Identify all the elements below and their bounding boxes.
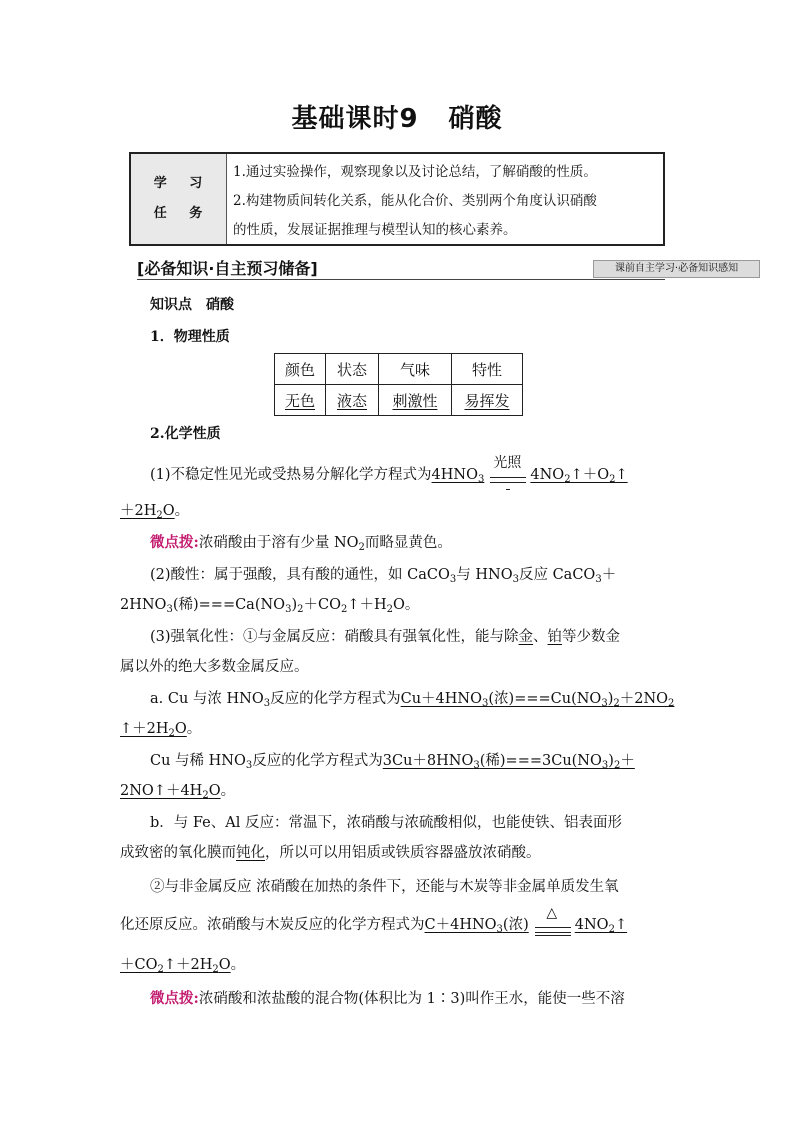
table-header: 颜色 [275, 354, 326, 385]
lesson-number: 基础课时9 [291, 104, 419, 134]
paragraph-cu-concentrated-cont: $↑+2H_2O$。 [120, 721, 202, 739]
paragraph-nonmetal: ②与非金属反应 浓硝酸在加热的条件下，还能与木炭等非金属单质发生氧 [150, 879, 619, 895]
knowledge-point: 知识点 硝酸 [150, 297, 234, 313]
physical-properties-table [274, 353, 523, 416]
paragraph-acidity-cont: $2HNO_3$(稀)$===Ca(NO_3)_2+CO_2↑+H_2O$。 [120, 597, 420, 615]
lesson-topic: 硝酸 [448, 104, 503, 134]
table-row [275, 385, 523, 416]
task-content [227, 154, 663, 244]
paragraph-instability-cont: $+2H_2O$。 [120, 503, 190, 521]
page-title [0, 98, 794, 135]
paragraph-instability: (1)不稳定性见光或受热易分解化学方程式为$4HNO_3$ 光照 $4NO_2↑+O_2↑$ [150, 462, 675, 488]
reaction-condition-heat: △ [529, 912, 575, 938]
paragraph-cu-dilute-cont: $2NO↑+4H_2O$。 [120, 783, 236, 801]
paragraph-oxidizing: (3)强氧化性：①与金属反应：硝酸具有强氧化性，能与除金、铂等少数金 [150, 629, 621, 645]
section-divider [137, 279, 665, 280]
section-tag: 课前自主学习·必备知识感知 [593, 260, 760, 278]
reaction-condition-light: 光照 [484, 462, 530, 488]
paragraph-passivation: b．与 Fe、Al 反应：常温下，浓硝酸与浓硫酸相似，也能使铁、铝表面形 [150, 815, 622, 831]
tip-yellow-color: 微点拨:浓硝酸由于溶有少量 $NO_2$而略显黄色。 [150, 534, 452, 553]
table-cell: 刺激性 [379, 385, 452, 416]
tip-aqua-regia: 微点拨:浓硝酸和浓盐酸的混合物(体积比为 1∶3)叫作王水，能使一些不溶 [150, 990, 625, 1007]
paragraph-oxidizing-cont: 属以外的绝大多数金属反应。 [120, 659, 309, 675]
paragraph-cu-concentrated: a. Cu 与浓 $HNO_3$反应的化学方程式为$Cu+4HNO_3$(浓)$===Cu(NO_3)_2+2NO_2$ [150, 691, 675, 709]
task-item-1: 1.通过实验操作，观察现象以及讨论总结，了解硝酸的性质。 [233, 164, 597, 180]
table-row [275, 354, 523, 385]
paragraph-nonmetal-cont: 化还原反应。浓硝酸与木炭反应的化学方程式为$C+4HNO_3$(浓) △ $4NO_2↑$ [120, 912, 675, 938]
chemical-properties-heading: 2.化学性质 [150, 426, 221, 442]
section-heading: [必备知识·自主预习储备] [137, 259, 318, 278]
table-header: 状态 [326, 354, 379, 385]
physical-properties-heading: 1．物理性质 [150, 329, 230, 345]
paragraph-passivation-cont: 成致密的氧化膜而钝化，所以可以用铝质或铁质容器盛放浓硝酸。 [120, 845, 541, 861]
task-item-2a: 2.构建物质间转化关系，能从化合价、类别两个角度认识硝酸 [233, 193, 597, 209]
learning-task-box [129, 152, 665, 246]
table-cell: 无色 [275, 385, 326, 416]
table-header: 气味 [379, 354, 452, 385]
table-cell: 易挥发 [452, 385, 523, 416]
paragraph-acidity: (2)酸性：属于强酸，具有酸的通性，如 CaCO$_3$与 $HNO_3$反应 CaCO$_3$＋ [150, 567, 617, 585]
paragraph-nonmetal-eq-cont: $+CO_2↑+2H_2O$。 [120, 957, 246, 975]
table-cell: 液态 [326, 385, 379, 416]
task-label: 学 习 任 务 [131, 154, 227, 244]
paragraph-cu-dilute: Cu 与稀 $HNO_3$反应的化学方程式为$3Cu+8HNO_3$(稀)$===3Cu(NO_3)_2+$ [150, 753, 635, 771]
table-header: 特性 [452, 354, 523, 385]
task-item-2b: 的性质，发展证据推理与模型认知的核心素养。 [233, 222, 517, 238]
